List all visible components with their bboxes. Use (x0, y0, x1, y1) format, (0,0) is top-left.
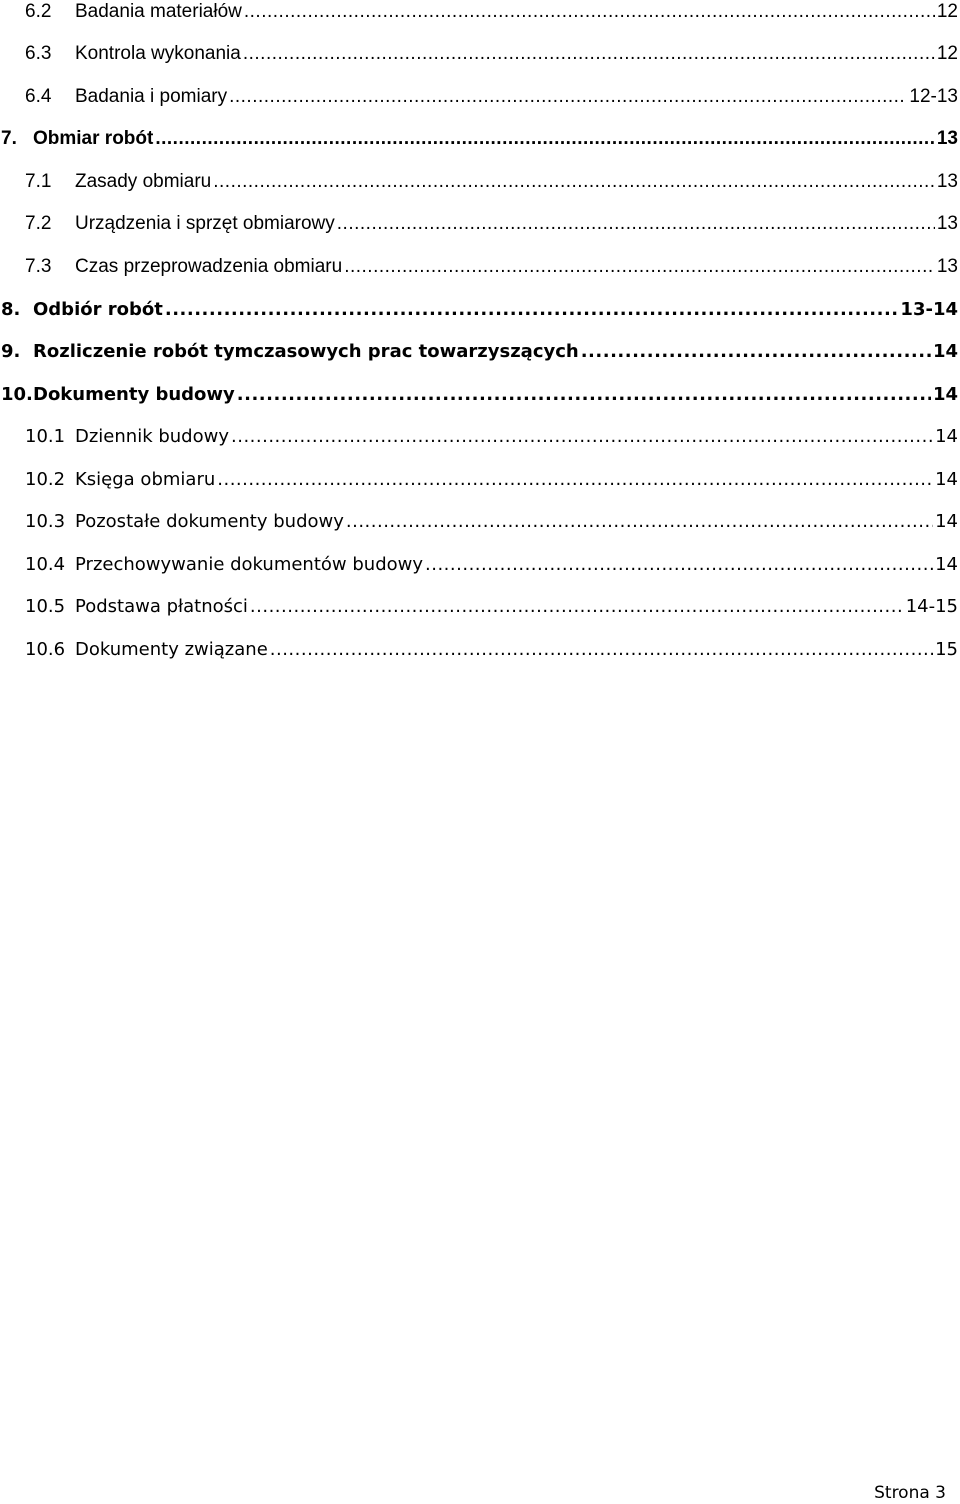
toc-entry-title: Podstawa płatności (75, 596, 248, 617)
toc-entry-number: 7.2 (25, 213, 52, 234)
toc-entry-6-3[interactable] (0, 39, 958, 69)
toc-entry-8[interactable] (0, 295, 958, 325)
toc-entry-page: 14 (935, 554, 958, 575)
toc-dot-leader (250, 592, 904, 622)
toc-entry-page: 12-13 (909, 86, 958, 107)
toc-entry-page: 14-15 (905, 596, 958, 617)
toc-entry-page: 13 (936, 256, 958, 277)
toc-entry-page: 15 (935, 639, 958, 660)
toc-entry-number: 10.5 (25, 596, 66, 617)
toc-dot-leader (231, 422, 933, 452)
toc-entry-title: Obmiar robót (33, 128, 154, 149)
toc-entry-9[interactable] (0, 337, 958, 367)
toc-entry-page: 14 (932, 384, 958, 405)
toc-entry-10-1[interactable] (0, 422, 958, 452)
toc-entry-page: 14 (935, 469, 958, 490)
toc-entry-10-2[interactable] (0, 465, 958, 495)
toc-entry-10-3[interactable] (0, 507, 958, 537)
toc-entry-title: Rozliczenie robót tymczasowych prac towarzyszących (33, 341, 579, 362)
toc-entry-page: 13 (936, 213, 958, 234)
toc-entry-page: 13-14 (900, 299, 958, 320)
toc-entry-title: Dokumenty związane (75, 639, 268, 660)
toc-entry-number: 10.2 (25, 469, 66, 490)
toc-entry-title: Księga obmiaru (75, 469, 216, 490)
toc-entry-title: Badania i pomiary (75, 86, 228, 107)
toc-dot-leader (217, 465, 933, 495)
toc-entry-10[interactable] (0, 380, 958, 410)
toc-entry-number: 7.3 (25, 256, 52, 277)
toc-dot-leader (237, 380, 931, 410)
toc-entry-10-5[interactable] (0, 592, 958, 622)
toc-dot-leader (229, 82, 907, 112)
toc-entry-6-4[interactable] (0, 82, 958, 112)
toc-entry-number: 10.6 (25, 639, 66, 660)
page-number-footer: Strona 3 (874, 1483, 946, 1503)
toc-entry-page: 14 (932, 341, 958, 362)
toc-dot-leader (346, 507, 933, 537)
toc-entry-7-2[interactable] (0, 209, 958, 239)
toc-entry-page: 12 (936, 1, 958, 22)
toc-entry-7-1[interactable] (0, 167, 958, 197)
toc-entry-title: Dziennik budowy (75, 426, 229, 447)
toc-entry-number: 10. (1, 384, 33, 405)
toc-entry-number: 9. (1, 341, 21, 362)
toc-dot-leader (337, 209, 935, 239)
toc-entry-title: Zasady obmiaru (75, 171, 212, 192)
toc-entry-number: 6.4 (25, 86, 52, 107)
toc-dot-leader (243, 39, 935, 69)
toc-entry-title: Czas przeprowadzenia obmiaru (75, 256, 343, 277)
toc-dot-leader (213, 167, 935, 197)
toc-entry-number: 6.2 (25, 1, 52, 22)
toc-dot-leader (425, 550, 933, 580)
toc-entry-number: 8. (1, 299, 21, 320)
toc-entry-number: 10.4 (25, 554, 66, 575)
toc-dot-leader (270, 635, 933, 665)
toc-dot-leader (581, 337, 931, 367)
toc-dot-leader (165, 295, 899, 325)
toc-entry-number: 10.1 (25, 426, 66, 447)
toc-entry-title: Kontrola wykonania (75, 43, 241, 64)
toc-entry-number: 7.1 (25, 171, 52, 192)
toc-entry-page: 13 (936, 171, 958, 192)
toc-entry-number: 10.3 (25, 511, 66, 532)
toc-entry-page: 14 (935, 511, 958, 532)
toc-entry-title: Badania materiałów (75, 1, 242, 22)
toc-entry-title: Pozostałe dokumenty budowy (75, 511, 344, 532)
toc-entry-number: 6.3 (25, 43, 52, 64)
toc-entry-number: 7. (1, 128, 17, 149)
toc-entry-7-3[interactable] (0, 252, 958, 282)
toc-entry-page: 14 (935, 426, 958, 447)
toc-dot-leader (344, 252, 935, 282)
toc-entry-title: Odbiór robót (33, 299, 163, 320)
toc-entry-title: Przechowywanie dokumentów budowy (75, 554, 424, 575)
toc-entry-title: Dokumenty budowy (33, 384, 235, 405)
toc-dot-leader (244, 0, 935, 27)
toc-entry-title: Urządzenia i sprzęt obmiarowy (75, 213, 335, 234)
toc-entry-page: 12 (936, 43, 958, 64)
toc-dot-leader (155, 124, 935, 154)
toc-entry-7[interactable] (0, 124, 958, 154)
toc-entry-page: 13 (936, 128, 958, 149)
toc-entry-10-4[interactable] (0, 550, 958, 580)
toc-entry-10-6[interactable] (0, 635, 958, 665)
toc-entry-6-2[interactable] (0, 0, 958, 27)
